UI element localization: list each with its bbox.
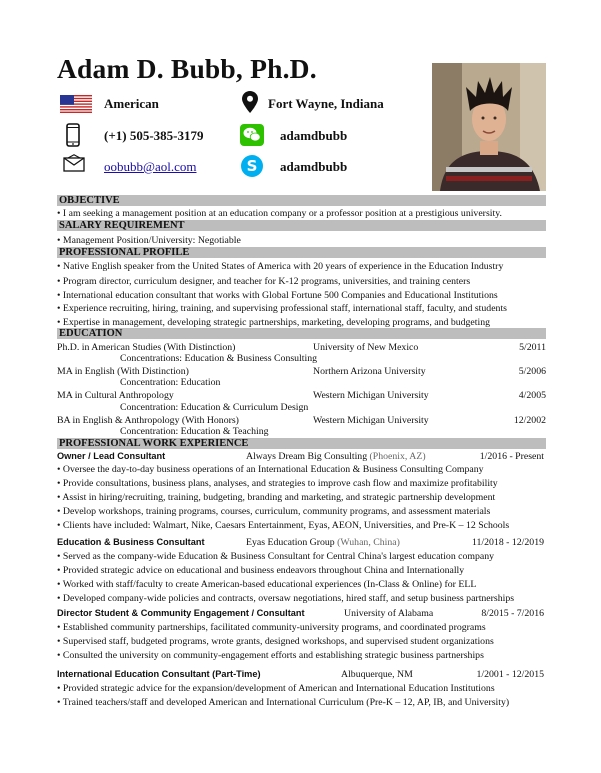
list-item: • Trained teachers/staff and developed American and International Curriculum (Pre-K – 12, AP, IB, and University) xyxy=(57,697,510,708)
school: Northern Arizona University xyxy=(313,366,426,377)
job-date: 1/2001 - 12/2015 xyxy=(476,669,544,680)
job-title: Education & Business Consultant xyxy=(57,537,205,547)
svg-text:S: S xyxy=(246,157,258,175)
job-org: Eyas Education Group (Wuhan, China) xyxy=(246,537,400,548)
job-title: Director Student & Community Engagement / Consultant xyxy=(57,608,305,618)
list-item: • Oversee the day-to-day business operations of an International Education & Business Consulting Company xyxy=(57,464,484,475)
degree-detail: Concentration: Education & Curriculum Design xyxy=(120,402,309,413)
date: 5/2011 xyxy=(519,342,546,353)
list-item: • Provided strategic advice on educational and business endeavors throughout China and Internationally xyxy=(57,565,465,576)
email-link[interactable]: oobubb@aol.com xyxy=(104,159,197,174)
list-item: • Clients have included: Walmart, Nike, Caesars Entertainment, Eyas, AEON, Universities, and Pre-K – 12 Schools xyxy=(57,520,510,531)
job-org: Albuquerque, NM xyxy=(341,669,413,680)
section-salary: SALARY REQUIREMENT xyxy=(57,220,546,231)
section-experience: PROFESSIONAL WORK EXPERIENCE xyxy=(57,438,546,449)
job-date: 11/2018 - 12/2019 xyxy=(471,537,544,548)
envelope-icon xyxy=(63,154,85,172)
list-item: • International education consultant that works with Global Fortune 500 Companies and Educational Institutions xyxy=(57,290,498,301)
section-education: EDUCATION xyxy=(57,328,546,339)
phone-number: (+1) 505-385-3179 xyxy=(104,128,204,143)
list-item: • Provide consultations, business plans, analyses, and strategies to improve cash flow and maximize profitability xyxy=(57,478,498,489)
degree-detail: Concentration: Education xyxy=(120,377,221,388)
wechat-id: adamdbubb xyxy=(280,128,348,143)
list-item: • Developed company-wide policies and contracts, oversaw negotiations, hired staff, and setup business partnerships xyxy=(57,593,515,604)
us-flag-icon xyxy=(60,95,92,113)
list-item: • Provided strategic advice for the expansion/development of American and International Education Institutions xyxy=(57,683,495,694)
list-item: • Served as the company-wide Education & Business Consultant for Central China's largest education company xyxy=(57,551,495,562)
skype-icon[interactable] xyxy=(240,154,264,178)
list-item: • Worked with staff/faculty to create American-based educational experiences (In-Class & Online) for ELL xyxy=(57,579,477,590)
objective-text: • I am seeking a management position at an education company or a professor position at a prestigious university. xyxy=(57,208,502,219)
list-item: • Experience recruiting, hiring, training, and supervising professional staff, international staff, faculty, and students xyxy=(57,303,507,314)
phone-icon xyxy=(66,123,80,147)
job-date: 1/2016 - Present xyxy=(479,451,544,462)
school: University of New Mexico xyxy=(313,342,419,353)
degree: MA in Cultural Anthropology xyxy=(57,390,174,401)
section-profile: PROFESSIONAL PROFILE xyxy=(57,247,546,258)
wechat-icon[interactable] xyxy=(240,124,264,146)
list-item: • Consulted the university on community-engagement efforts and establishing strategic business partnerships xyxy=(57,650,484,661)
job-org: Always Dream Big Consulting (Phoenix, AZ) xyxy=(246,451,426,462)
list-item: • Native English speaker from the United States of America with 20 years of experience in the Education Industry xyxy=(57,261,504,272)
map-pin-icon xyxy=(242,91,258,113)
job-date: 8/2015 - 7/2016 xyxy=(481,608,544,619)
nationality: American xyxy=(104,96,159,111)
degree: MA in English (With Distinction) xyxy=(57,366,189,377)
date: 12/2002 xyxy=(513,415,546,426)
list-item: • Develop workshops, training programs, courses, curriculum, community programs, and assessment materials xyxy=(57,506,491,517)
candidate-name: Adam D. Bubb, Ph.D. xyxy=(57,53,317,84)
job-title: International Education Consultant (Part-Time) xyxy=(57,669,261,679)
location: Fort Wayne, Indiana xyxy=(268,96,384,111)
section-objective: OBJECTIVE xyxy=(57,195,546,206)
list-item: • Assist in hiring/recruiting, training, budgeting, branding and marketing, and strategic partnership development xyxy=(57,492,496,503)
date: 4/2005 xyxy=(518,390,546,401)
degree-detail: Concentration: Education & Teaching xyxy=(120,426,269,437)
job-title: Owner / Lead Consultant xyxy=(57,451,166,461)
degree: BA in English & Anthropology (With Honors) xyxy=(57,415,239,426)
salary-text: • Management Position/University: Negotiable xyxy=(57,235,241,246)
date: 5/2006 xyxy=(518,366,546,377)
job-org: University of Alabama xyxy=(344,608,434,619)
school: Western Michigan University xyxy=(313,415,429,426)
list-item: • Expertise in management, developing strategic partnerships, marketing, developing programs, and budgeting xyxy=(57,317,491,328)
profile-photo xyxy=(432,63,546,191)
degree-detail: Concentrations: Education & Business Consulting xyxy=(120,353,318,364)
degree: Ph.D. in American Studies (With Distinction) xyxy=(57,342,236,353)
list-item: • Program director, curriculum designer, and teacher for K-12 programs, universities, and training centers xyxy=(57,276,471,287)
list-item: • Supervised staff, budgeted programs, wrote grants, designed workshops, and supervised student organizations xyxy=(57,636,494,647)
school: Western Michigan University xyxy=(313,390,429,401)
skype-id: adamdbubb xyxy=(280,159,348,174)
list-item: • Established community partnerships, facilitated community-university programs, and coordinated programs xyxy=(57,622,486,633)
